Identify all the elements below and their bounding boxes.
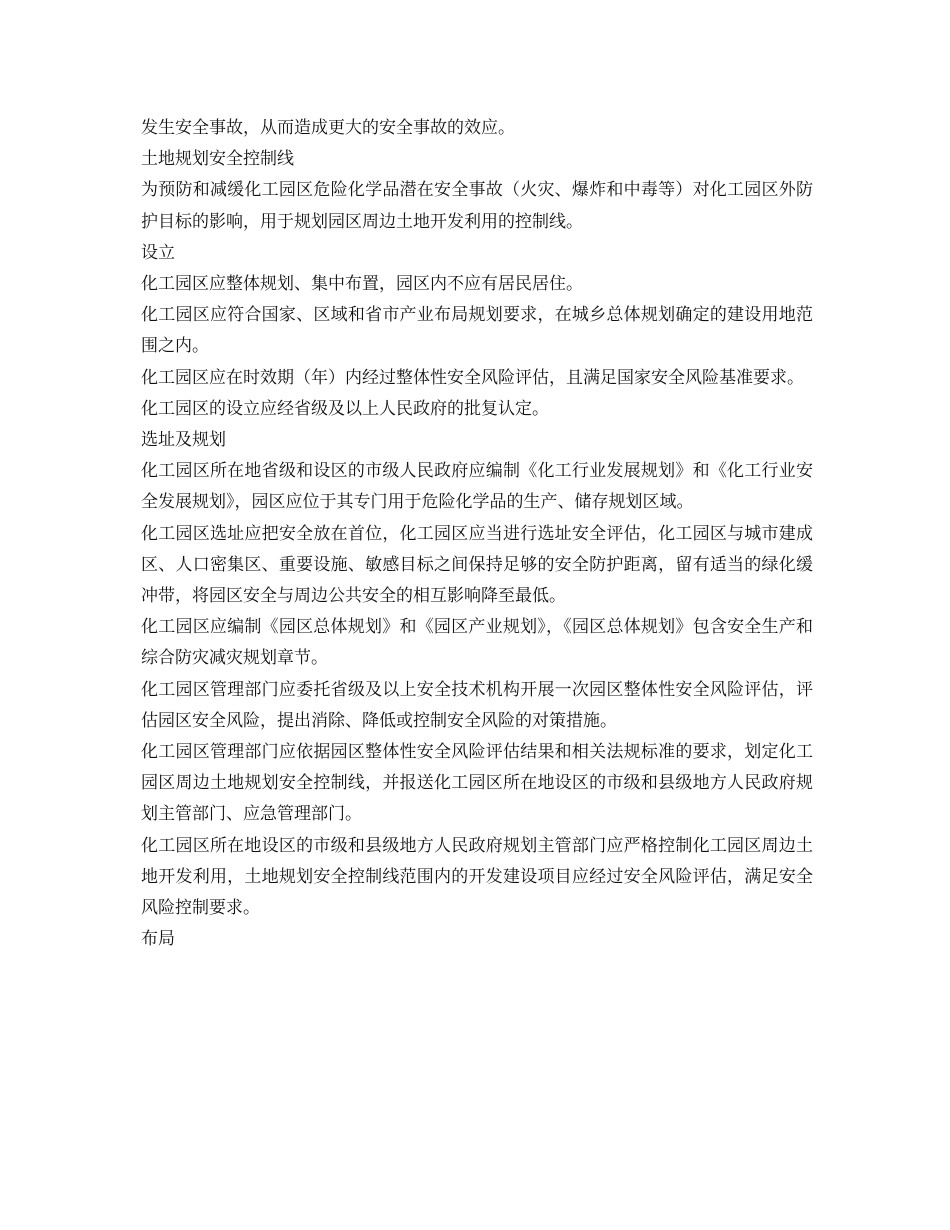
paragraph: 化工园区应编制《园区总体规划》和《园区产业规划》，《园区总体规划》包含安全生产和综合防灾减灾规划章节。 <box>141 617 813 669</box>
paragraph: 化工园区应符合国家、区域和省市产业布局规划要求，在城乡总体规划确定的建设用地范围之内。 <box>141 305 813 357</box>
paragraph: 发生安全事故，从而造成更大的安全事故的效应。 <box>141 118 515 138</box>
paragraph: 化工园区管理部门应委托省级及以上安全技术机构开展一次园区整体性安全风险评估，评估园区安全风险，提出消除、降低或控制安全风险的对策措施。 <box>141 679 813 731</box>
section-heading: 布局 <box>141 929 175 950</box>
paragraph: 化工园区管理部门应依据园区整体性安全风险评估结果和相关法规标准的要求，划定化工园区周边土地规划安全控制线，并报送化工园区所在地设区的市级和县级地方人民政府规划主管部门、应急管理部门。 <box>141 742 813 825</box>
paragraph: 化工园区所在地省级和设区的市级人民政府应编制《化工行业发展规划》和《化工行业安全发展规划》，园区应位于其专门用于危险化学品的生产、储存规划区域。 <box>141 461 813 513</box>
paragraph: 为预防和减缓化工园区危险化学品潜在安全事故（火灾、爆炸和中毒等）对化工园区外防护目标的影响，用于规划园区周边土地开发利用的控制线。 <box>141 180 813 232</box>
section-heading: 选址及规划 <box>141 430 226 451</box>
paragraph: 化工园区选址应把安全放在首位，化工园区应当进行选址安全评估，化工园区与城市建成区、人口密集区、重要设施、敏感目标之间保持足够的安全防护距离，留有适当的绿化缓冲带，将园区安全与周边公共安全的相互影响降至最低。 <box>141 523 813 607</box>
section-heading: 设立 <box>141 242 175 263</box>
section-heading: 土地规划安全控制线 <box>141 149 294 170</box>
paragraph: 化工园区应在时效期（年）内经过整体性安全风险评估，且满足国家安全风险基准要求。 <box>141 367 804 388</box>
paragraph: 化工园区的设立应经省级及以上人民政府的批复认定。 <box>141 398 549 419</box>
document-body <box>141 113 813 955</box>
paragraph: 化工园区应整体规划、集中布置，园区内不应有居民居住。 <box>141 274 583 295</box>
paragraph: 化工园区所在地设区的市级和县级地方人民政府规划主管部门应严格控制化工园区周边土地开发利用，土地规划安全控制线范围内的开发建设项目应经过安全风险评估，满足安全风险控制要求。 <box>141 835 813 919</box>
